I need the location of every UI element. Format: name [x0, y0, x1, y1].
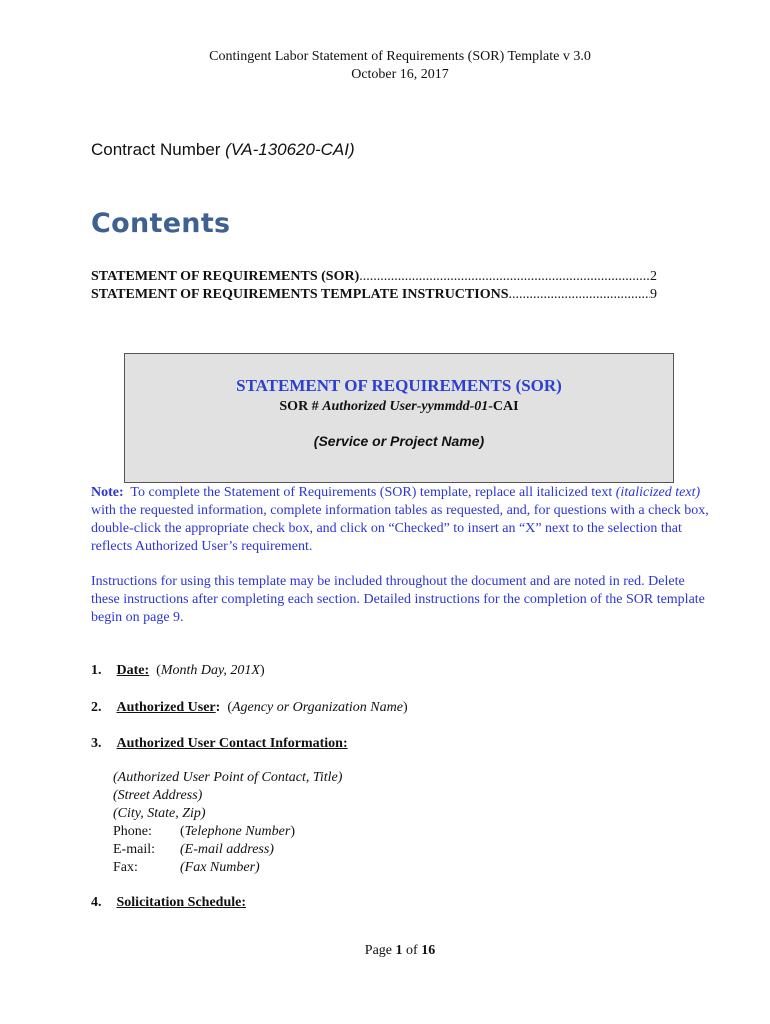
item-label: Authorized User: [116, 700, 216, 715]
item-label: Authorized User Contact Information:: [116, 736, 348, 751]
item-number: 3.: [91, 736, 102, 751]
note-italic-text: (italicized text): [615, 485, 701, 500]
contact-fax-row: [113, 859, 342, 877]
contact-poc: (Authorized User Point of Contact, Title): [113, 770, 343, 785]
contact-email-row: [113, 841, 342, 859]
footer-current-page: 1: [395, 943, 403, 958]
phone-value: Telephone Number: [184, 824, 291, 839]
item-number: 2.: [91, 700, 102, 715]
toc-leader: [359, 268, 650, 286]
fax-value: (Fax Number): [180, 860, 260, 875]
item-label: Solicitation Schedule:: [116, 895, 247, 910]
contents-heading: Contents: [91, 208, 231, 239]
contact-block: [113, 769, 342, 877]
header-date: October 16, 2017: [351, 67, 449, 82]
item-value: Month Day, 201X: [160, 663, 260, 678]
contact-phone-row: Phone: (Telephone Number): [113, 824, 295, 839]
contract-label: Contract Number: [91, 140, 221, 159]
item-label: Date:: [116, 663, 150, 678]
email-label: E-mail:: [113, 842, 155, 857]
toc-entry-title[interactable]: STATEMENT OF REQUIREMENTS (SOR): [91, 269, 360, 284]
note-text-rest: with the requested information, complete information tables as requested, and, for questions with a check box, double-click the appropriate check box, and click on “Checked” to insert an “X” next to the selection that reflects Authorized User’s requirement.: [91, 503, 709, 554]
contract-number: [91, 140, 355, 160]
contact-city: (City, State, Zip): [113, 806, 206, 821]
fax-label: Fax:: [113, 860, 138, 875]
item-number: 1.: [91, 663, 102, 678]
instructions-paragraph: Instructions for using this template may be included throughout the document and are noted in red. Delete these instructions after completing each section. Detailed instructions for the completion of the SOR template begin on page 9.: [91, 574, 705, 625]
section-solicitation-schedule: [91, 894, 246, 912]
note-label: Note:: [91, 485, 124, 500]
email-value: (E-mail address): [180, 842, 274, 857]
sor-title: STATEMENT OF REQUIREMENTS (SOR): [236, 376, 562, 395]
footer-total-pages: 16: [421, 943, 436, 958]
sor-prefix: SOR #: [279, 399, 323, 414]
section-authorized-user: 2. Authorized User: (Agency or Organization Name): [91, 700, 408, 715]
contract-value: (VA-130620-CAI): [225, 140, 355, 159]
footer-page-word: Page: [364, 943, 393, 958]
toc-entry[interactable]: [91, 286, 657, 304]
section-contact-info: [91, 735, 348, 753]
toc-entry-title[interactable]: STATEMENT OF REQUIREMENTS TEMPLATE INSTRUCTIONS: [91, 287, 509, 302]
project-name: (Service or Project Name): [313, 433, 485, 449]
phone-label: Phone:: [113, 824, 152, 839]
toc-entry[interactable]: [91, 268, 657, 286]
sor-number: [125, 399, 673, 415]
item-value: Agency or Organization Name: [232, 700, 403, 715]
header-title: Contingent Labor Statement of Requirements (SOR) Template v 3.0: [209, 49, 591, 64]
section-date: 1. Date: (Month Day, 201X): [91, 663, 265, 678]
toc-leader: [509, 286, 651, 304]
note-paragraph: [91, 484, 711, 556]
item-number: 4.: [91, 895, 102, 910]
footer-of-word: of: [406, 943, 418, 958]
sor-placeholder: Authorized User-yymmdd-01: [322, 399, 489, 414]
toc-entry-page[interactable]: 2: [650, 269, 657, 284]
note-text: To complete the Statement of Requirements (SOR) template, replace all italicized text: [130, 485, 613, 500]
toc-entry-page[interactable]: 9: [650, 287, 657, 302]
page-footer: [0, 943, 770, 959]
sor-title-box: [124, 353, 674, 483]
sor-suffix: -CAI: [488, 399, 519, 414]
contact-street: (Street Address): [113, 788, 203, 803]
